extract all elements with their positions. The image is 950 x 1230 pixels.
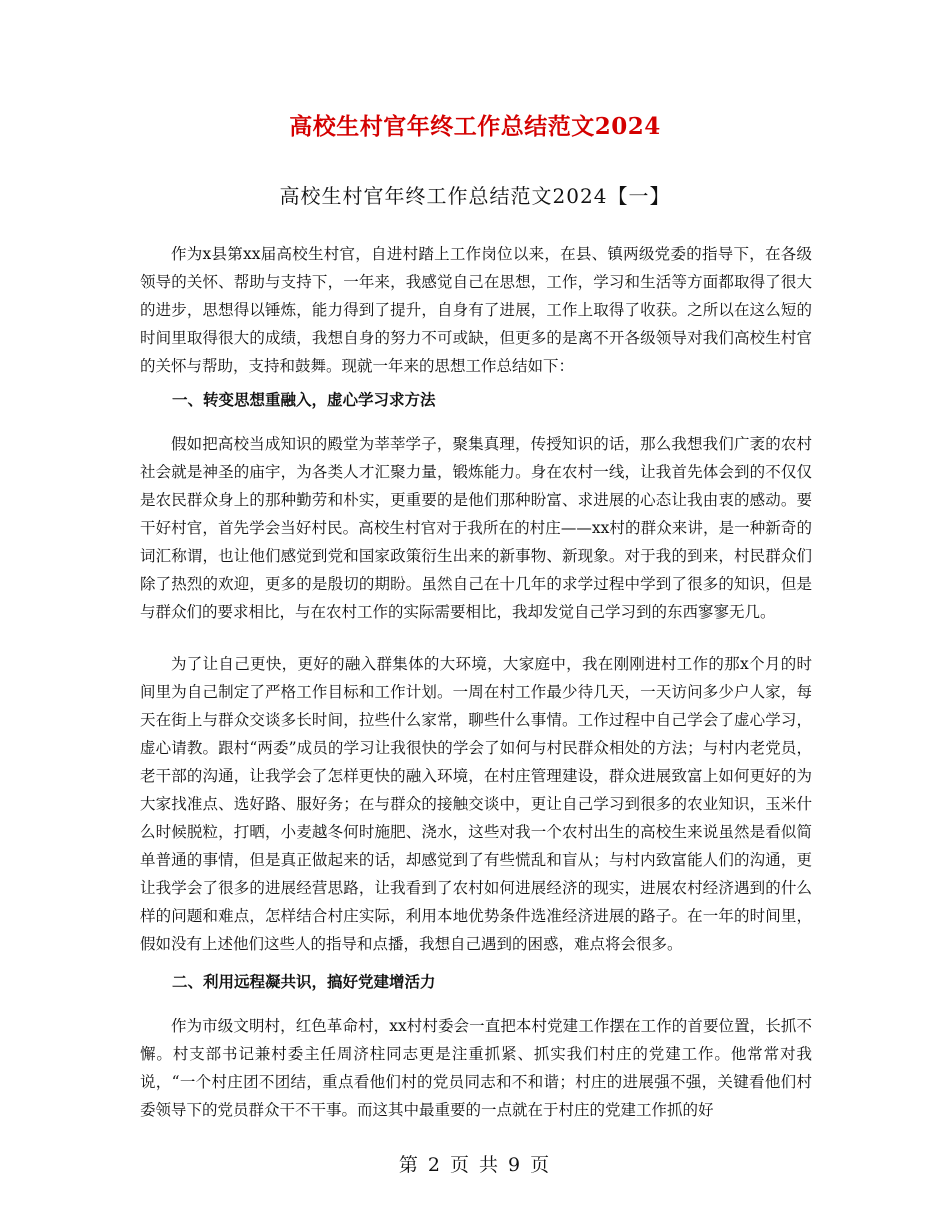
paragraph-section1-b: 为了让自己更快，更好的融入群集体的大环境，大家庭中，我在刚刚进村工作的那x个月的时间里为自己制定了严格工作目标和工作计划。一周在村工作最少待几天，一天访问多少户人家，每天在街上与群众交谈多长时间，拉些什么家常，聊些什么事情。工作过程中自己学会了虚心学习，虚心请教。跟村“两委”成员的学习让我很快的学会了如何与村民群众相处的方法；与村内老党员，老干部的沟通，让我学会了怎样更快的融入环境，在村庄管理建设，群众进展致富上如何更好的为大家找准点、选好路、服好务；在与群众的接触交谈中，更让自己学习到很多的农业知识，玉米什么时候脱粒，打晒，小麦越冬何时施肥、浇水，这些对我一个农村出生的高校生来说虽然是看似简单普通的事情，但是真正做起来的话，却感觉到了有些慌乱和盲从；与村内致富能人们的沟通，更让我学会了很多的进展经营思路，让我看到了农村如何进展经济的现实，进展农村经济遇到的什么样的问题和难点，怎样结合村庄实际，利用本地优势条件选准经济进展的路子。在一年的时间里，假如没有上述他们这些人的指导和点播，我想自己遇到的困惑，难点将会很多。 [140,655,812,953]
paragraph-intro: 作为x县第xx届高校生村官，自进村踏上工作岗位以来，在县、镇两级党委的指导下，在各级领导的关怀、帮助与支持下，一年来，我感觉自己在思想，工作，学习和生活等方面都取得了很大的进步，思想得以锤炼，能力得到了提升，自身有了进展，工作上取得了收获。之所以在这么短的时间里取得很大的成绩，我想自身的努力不可或缺，但更多的是离不开各级领导对我们高校生村官的关怀与帮助，支持和鼓舞。现就一年来的思想工作总结如下： [140,245,812,375]
paragraph-section2-a: 作为市级文明村，红色革命村，xx村村委会一直把本村党建工作摆在工作的首要位置，长抓不懈。村支部书记兼村委主任周济柱同志更是注重抓紧、抓实我们村庄的党建工作。他常常对我说，“一个村庄团不团结，重点看他们村的党员同志和不和谐；村庄的进展强不强，关键看他们村委领导下的党员群众干不干事。而这其中最重要的一点就在于村庄的党建工作抓的好 [140,1017,812,1119]
section-heading-1: 一、转变思想重融入，虚心学习求方法 [172,391,436,409]
section-heading-2: 二、利用远程凝共识，搞好党建增活力 [172,973,436,991]
document-subtitle: 高校生村官年终工作总结范文2024【一】 [279,184,671,208]
page-number: 第 2 页 共 9 页 [398,1154,552,1176]
document-title: 高校生村官年终工作总结范文2024 [289,113,661,140]
paragraph-section1-a: 假如把高校当成知识的殿堂为莘莘学子，聚集真理，传授知识的话，那么我想我们广袤的农村社会就是神圣的庙宇，为各类人才汇聚力量，锻炼能力。身在农村一线，让我首先体会到的不仅仅是农民群众身上的那种勤劳和朴实，更重要的是他们那种盼富、求进展的心态让我由衷的感动。要干好村官，首先学会当好村民。高校生村官对于我所在的村庄——xx村的群众来讲，是一种新奇的词汇称谓，也让他们感觉到党和国家政策衍生出来的新事物、新现象。对于我的到来，村民群众们除了热烈的欢迎，更多的是殷切的期盼。虽然自己在十几年的求学过程中学到了很多的知识，但是与群众们的要求相比，与在农村工作的实际需要相比，我却发觉自己学习到的东西寥寥无几。 [140,435,812,621]
